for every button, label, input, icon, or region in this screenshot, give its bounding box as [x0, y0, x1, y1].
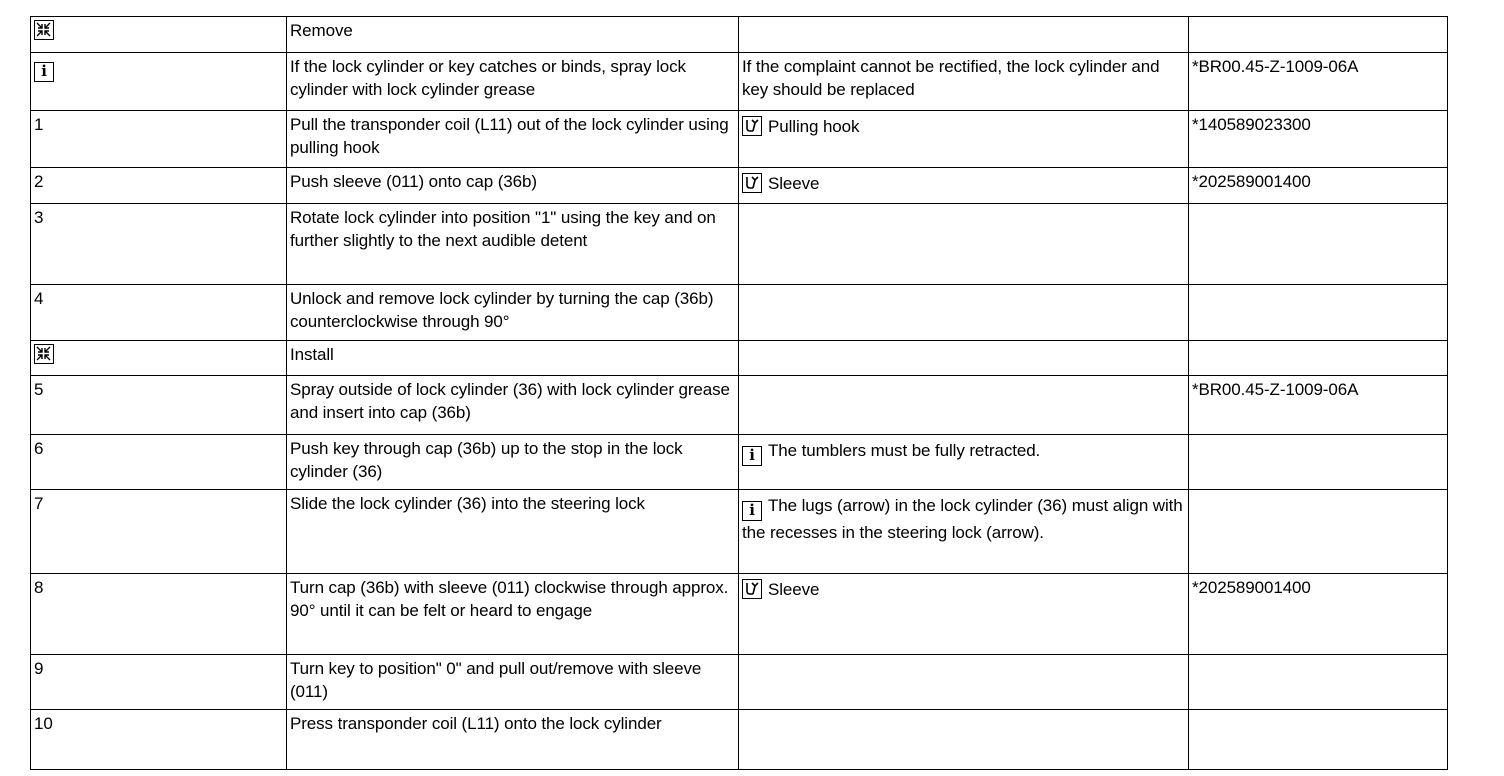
note-cell [739, 285, 1189, 341]
remove-icon [34, 20, 54, 40]
note-text: Sleeve [768, 580, 820, 599]
reference-cell [1189, 17, 1448, 53]
note-cell [739, 53, 1189, 111]
step-cell [31, 17, 287, 53]
reference-cell [1189, 574, 1448, 655]
action-cell [287, 655, 739, 710]
note-cell [739, 204, 1189, 285]
reference-link[interactable]: *202589001400 [1192, 172, 1311, 191]
procedure-table [30, 16, 1448, 770]
action-text: Install [290, 345, 334, 364]
note-cell [739, 574, 1189, 655]
step-cell [31, 376, 287, 435]
reference-cell [1189, 53, 1448, 111]
note-text: Sleeve [768, 174, 820, 193]
action-text: If the lock cylinder or key catches or binds, spray lock cylinder with lock cylinder grease [290, 57, 686, 99]
action-cell [287, 574, 739, 655]
step-cell [31, 655, 287, 710]
action-text: Slide the lock cylinder (36) into the steering lock [290, 494, 645, 513]
action-cell [287, 168, 739, 204]
note-cell [739, 710, 1189, 770]
tool-icon [742, 579, 762, 599]
action-cell [287, 341, 739, 376]
action-cell [287, 204, 739, 285]
reference-cell [1189, 435, 1448, 490]
reference-link[interactable]: *BR00.45-Z-1009-06A [1192, 380, 1359, 399]
step-number: 7 [34, 494, 44, 513]
step-number: 1 [34, 115, 44, 134]
note-cell [739, 655, 1189, 710]
action-cell [287, 710, 739, 770]
step-number: 4 [34, 289, 44, 308]
table-row [31, 574, 1448, 655]
step-cell [31, 574, 287, 655]
table-row [31, 53, 1448, 111]
action-cell [287, 285, 739, 341]
reference-cell [1189, 655, 1448, 710]
action-text: Push key through cap (36b) up to the stop in the lock cylinder (36) [290, 439, 683, 481]
action-text: Turn cap (36b) with sleeve (011) clockwise through approx. 90° until it can be felt or heard to engage [290, 578, 729, 620]
reference-cell [1189, 490, 1448, 574]
reference-link[interactable]: *140589023300 [1192, 115, 1311, 134]
action-text: Pull the transponder coil (L11) out of the lock cylinder using pulling hook [290, 115, 729, 157]
action-cell [287, 490, 739, 574]
procedure-table-body [31, 17, 1448, 770]
reference-cell [1189, 285, 1448, 341]
table-row [31, 435, 1448, 490]
step-cell [31, 111, 287, 168]
table-row [31, 111, 1448, 168]
table-row [31, 376, 1448, 435]
step-cell [31, 341, 287, 376]
step-cell [31, 53, 287, 111]
step-number: 8 [34, 578, 44, 597]
note-cell [739, 435, 1189, 490]
table-row [31, 490, 1448, 574]
action-text: Press transponder coil (L11) onto the lock cylinder [290, 714, 662, 733]
tool-icon [742, 116, 762, 136]
action-text: Unlock and remove lock cylinder by turning the cap (36b) counterclockwise through 90° [290, 289, 714, 331]
note-cell [739, 341, 1189, 376]
tool-icon [742, 173, 762, 193]
step-number: 9 [34, 659, 44, 678]
reference-cell [1189, 710, 1448, 770]
table-row [31, 204, 1448, 285]
step-cell [31, 204, 287, 285]
note-cell [739, 111, 1189, 168]
note-cell [739, 490, 1189, 574]
install-icon [34, 344, 54, 364]
step-number: 5 [34, 380, 44, 399]
note-cell [739, 376, 1189, 435]
reference-cell [1189, 204, 1448, 285]
step-number: 3 [34, 208, 44, 227]
step-cell [31, 490, 287, 574]
note-text: If the complaint cannot be rectified, the lock cylinder and key should be replaced [742, 57, 1160, 99]
action-cell [287, 376, 739, 435]
step-cell [31, 168, 287, 204]
action-text: Turn key to position" 0" and pull out/remove with sleeve (011) [290, 659, 702, 701]
note-cell [739, 168, 1189, 204]
step-number: 2 [34, 172, 44, 191]
action-cell [287, 111, 739, 168]
table-row [31, 17, 1448, 53]
info-icon: i [742, 446, 762, 466]
note-text: The lugs (arrow) in the lock cylinder (36) must align with the recesses in the steering lock (arrow). [742, 496, 1183, 542]
action-text: Remove [290, 21, 353, 40]
action-text: Rotate lock cylinder into position "1" using the key and on further slightly to the next audible detent [290, 208, 716, 250]
reference-link[interactable]: *202589001400 [1192, 578, 1311, 597]
table-row [31, 285, 1448, 341]
table-row [31, 655, 1448, 710]
info-icon: i [742, 501, 762, 521]
action-text: Spray outside of lock cylinder (36) with lock cylinder grease and insert into cap (36b) [290, 380, 730, 422]
note-text: Pulling hook [768, 117, 860, 136]
table-row [31, 168, 1448, 204]
step-cell [31, 435, 287, 490]
reference-link[interactable]: *BR00.45-Z-1009-06A [1192, 57, 1359, 76]
action-cell [287, 53, 739, 111]
action-cell [287, 435, 739, 490]
reference-cell [1189, 376, 1448, 435]
action-cell [287, 17, 739, 53]
note-text: The tumblers must be fully retracted. [768, 441, 1041, 460]
table-row [31, 341, 1448, 376]
step-cell [31, 710, 287, 770]
reference-cell [1189, 341, 1448, 376]
note-cell [739, 17, 1189, 53]
step-number: 10 [34, 714, 53, 733]
reference-cell [1189, 111, 1448, 168]
action-text: Push sleeve (011) onto cap (36b) [290, 172, 537, 191]
step-number: 6 [34, 439, 44, 458]
info-icon: i [34, 62, 54, 82]
table-row [31, 710, 1448, 770]
reference-cell [1189, 168, 1448, 204]
step-cell [31, 285, 287, 341]
